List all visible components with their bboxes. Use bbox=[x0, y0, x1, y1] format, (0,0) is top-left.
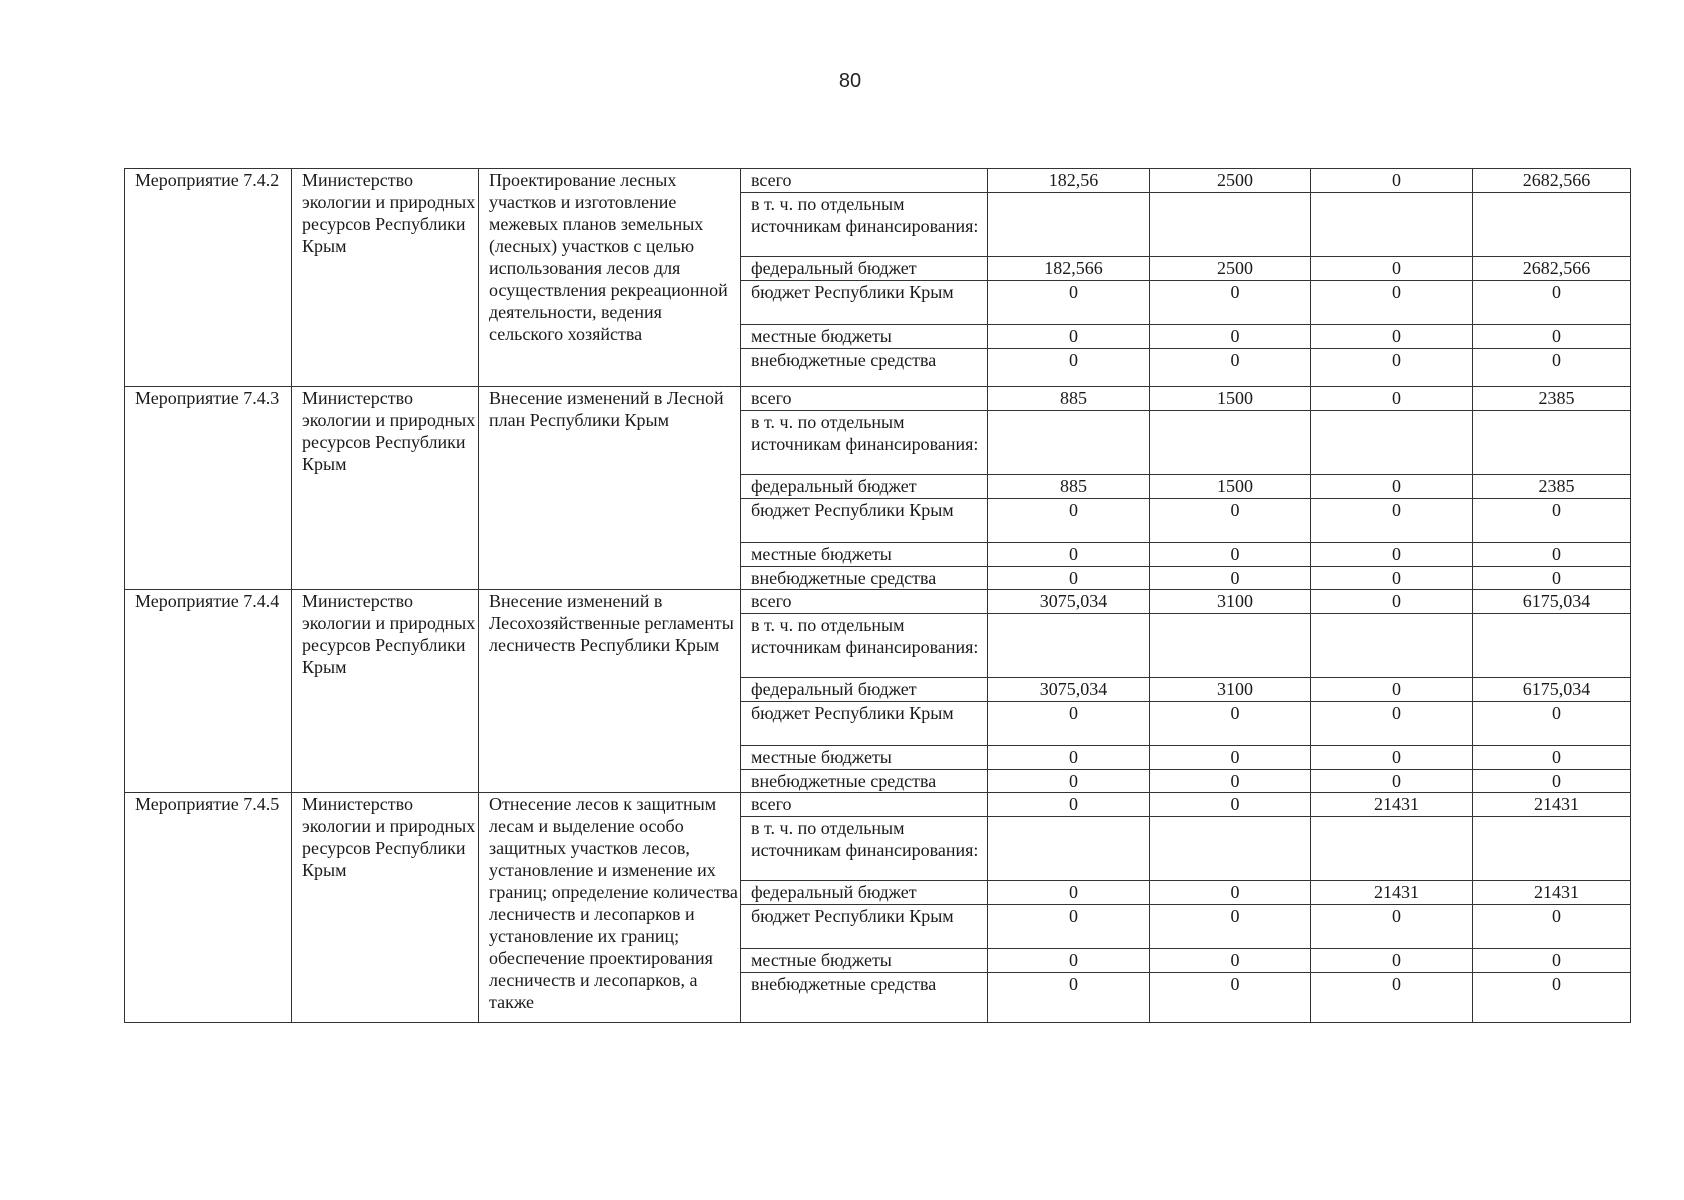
amount-cell: 6175,034 bbox=[1473, 590, 1631, 614]
amount-cell bbox=[988, 614, 1150, 678]
funding-source-label: бюджет Республики Крым bbox=[741, 281, 988, 325]
amount-cell bbox=[988, 193, 1150, 257]
amount-cell: 0 bbox=[1473, 702, 1631, 746]
funding-source-label: бюджет Республики Крым bbox=[741, 499, 988, 543]
amount-cell: 3100 bbox=[1150, 590, 1311, 614]
amount-cell: 0 bbox=[1311, 746, 1473, 770]
amount-cell: 0 bbox=[988, 499, 1150, 543]
amount-cell: 0 bbox=[1150, 325, 1311, 349]
amount-cell: 0 bbox=[1311, 567, 1473, 590]
amount-cell: 3075,034 bbox=[988, 590, 1150, 614]
amount-cell: 0 bbox=[1473, 746, 1631, 770]
amount-cell bbox=[1473, 817, 1631, 881]
amount-cell: 0 bbox=[1150, 281, 1311, 325]
amount-cell: 0 bbox=[988, 905, 1150, 949]
funding-source-label: в т. ч. по отдельным источникам финансирования: bbox=[741, 193, 988, 257]
amount-cell bbox=[1150, 193, 1311, 257]
funding-source-label: внебюджетные средства bbox=[741, 349, 988, 387]
amount-cell: 2500 bbox=[1150, 169, 1311, 193]
amount-cell: 0 bbox=[988, 746, 1150, 770]
amount-cell: 0 bbox=[1150, 905, 1311, 949]
amount-cell bbox=[1311, 411, 1473, 475]
funding-source-label: всего bbox=[741, 793, 988, 817]
amount-cell: 0 bbox=[1473, 567, 1631, 590]
amount-cell: 0 bbox=[1150, 746, 1311, 770]
funding-source-label: федеральный бюджет bbox=[741, 475, 988, 499]
financing-table bbox=[124, 168, 1631, 1023]
measure-code: Мероприятие 7.4.3 bbox=[125, 387, 292, 590]
amount-cell: 885 bbox=[988, 475, 1150, 499]
amount-cell: 0 bbox=[1150, 881, 1311, 905]
amount-cell: 0 bbox=[1150, 793, 1311, 817]
funding-source-label: в т. ч. по отдельным источникам финансирования: bbox=[741, 614, 988, 678]
amount-cell: 0 bbox=[1473, 543, 1631, 567]
amount-cell: 3075,034 bbox=[988, 678, 1150, 702]
amount-cell: 0 bbox=[988, 881, 1150, 905]
amount-cell: 3100 bbox=[1150, 678, 1311, 702]
amount-cell: 182,566 bbox=[988, 257, 1150, 281]
funding-source-label: федеральный бюджет bbox=[741, 678, 988, 702]
measure-executor: Министерство экологии и природных ресурсов Республики Крым bbox=[292, 169, 479, 387]
funding-source-label: местные бюджеты bbox=[741, 325, 988, 349]
amount-cell bbox=[1473, 193, 1631, 257]
amount-cell: 182,56 bbox=[988, 169, 1150, 193]
funding-source-label: в т. ч. по отдельным источникам финансирования: bbox=[741, 817, 988, 881]
amount-cell: 0 bbox=[1311, 475, 1473, 499]
measure-executor: Министерство экологии и природных ресурсов Республики Крым bbox=[292, 793, 479, 1023]
measure-executor: Министерство экологии и природных ресурсов Республики Крым bbox=[292, 387, 479, 590]
amount-cell: 0 bbox=[988, 702, 1150, 746]
amount-cell bbox=[1150, 817, 1311, 881]
amount-cell: 1500 bbox=[1150, 387, 1311, 411]
amount-cell: 0 bbox=[1311, 257, 1473, 281]
amount-cell bbox=[1311, 193, 1473, 257]
amount-cell: 1500 bbox=[1150, 475, 1311, 499]
measure-executor: Министерство экологии и природных ресурсов Республики Крым bbox=[292, 590, 479, 793]
amount-cell: 0 bbox=[988, 793, 1150, 817]
amount-cell: 0 bbox=[1473, 325, 1631, 349]
funding-source-label: федеральный бюджет bbox=[741, 257, 988, 281]
amount-cell: 0 bbox=[1473, 905, 1631, 949]
amount-cell: 0 bbox=[1311, 949, 1473, 973]
amount-cell: 0 bbox=[1150, 499, 1311, 543]
funding-source-label: местные бюджеты bbox=[741, 949, 988, 973]
funding-source-label: федеральный бюджет bbox=[741, 881, 988, 905]
amount-cell: 0 bbox=[1150, 349, 1311, 387]
amount-cell: 0 bbox=[1311, 169, 1473, 193]
funding-source-label: внебюджетные средства bbox=[741, 770, 988, 793]
amount-cell: 21431 bbox=[1473, 793, 1631, 817]
amount-cell bbox=[1150, 411, 1311, 475]
funding-source-label: бюджет Республики Крым bbox=[741, 702, 988, 746]
measure-code: Мероприятие 7.4.2 bbox=[125, 169, 292, 387]
funding-source-label: в т. ч. по отдельным источникам финансирования: bbox=[741, 411, 988, 475]
amount-cell: 0 bbox=[988, 543, 1150, 567]
measure-description: Проектирование лесных участков и изготовление межевых планов земельных (лесных) участков с целью использования лесов для осуществления рекреационной деятельности, ведения сельского хозяйства bbox=[479, 169, 741, 387]
funding-source-label: внебюджетные средства bbox=[741, 567, 988, 590]
amount-cell bbox=[1150, 614, 1311, 678]
table-row bbox=[125, 169, 1631, 193]
amount-cell: 0 bbox=[1311, 590, 1473, 614]
amount-cell: 885 bbox=[988, 387, 1150, 411]
amount-cell: 2682,566 bbox=[1473, 257, 1631, 281]
measure-code: Мероприятие 7.4.5 bbox=[125, 793, 292, 1023]
amount-cell bbox=[1473, 411, 1631, 475]
amount-cell: 0 bbox=[1311, 905, 1473, 949]
amount-cell: 0 bbox=[988, 973, 1150, 1023]
amount-cell: 0 bbox=[1311, 281, 1473, 325]
table-row bbox=[125, 793, 1631, 817]
amount-cell: 21431 bbox=[1311, 793, 1473, 817]
amount-cell: 0 bbox=[1150, 567, 1311, 590]
amount-cell: 0 bbox=[988, 325, 1150, 349]
funding-source-label: всего bbox=[741, 590, 988, 614]
amount-cell: 0 bbox=[988, 349, 1150, 387]
amount-cell: 2682,566 bbox=[1473, 169, 1631, 193]
amount-cell: 6175,034 bbox=[1473, 678, 1631, 702]
amount-cell: 0 bbox=[1311, 387, 1473, 411]
table-row bbox=[125, 387, 1631, 411]
funding-source-label: внебюджетные средства bbox=[741, 973, 988, 1023]
measure-description: Внесение изменений в Лесохозяйственные регламенты лесничеств Республики Крым bbox=[479, 590, 741, 793]
amount-cell: 0 bbox=[988, 567, 1150, 590]
amount-cell: 0 bbox=[1150, 770, 1311, 793]
amount-cell: 0 bbox=[1311, 770, 1473, 793]
funding-source-label: бюджет Республики Крым bbox=[741, 905, 988, 949]
amount-cell: 0 bbox=[1150, 949, 1311, 973]
amount-cell: 2500 bbox=[1150, 257, 1311, 281]
funding-source-label: местные бюджеты bbox=[741, 543, 988, 567]
amount-cell: 21431 bbox=[1311, 881, 1473, 905]
funding-source-label: всего bbox=[741, 387, 988, 411]
amount-cell: 0 bbox=[1311, 678, 1473, 702]
amount-cell: 0 bbox=[1473, 281, 1631, 325]
measure-description: Отнесение лесов к защитным лесам и выделение особо защитных участков лесов, установление и изменение их границ; определение количества лесничеств и лесопарков и установление их границ; обеспечение проектирования лесничеств и лесопарков, а также bbox=[479, 793, 741, 1023]
amount-cell bbox=[1311, 614, 1473, 678]
amount-cell: 2385 bbox=[1473, 475, 1631, 499]
amount-cell: 0 bbox=[1311, 973, 1473, 1023]
amount-cell: 0 bbox=[1473, 770, 1631, 793]
amount-cell: 0 bbox=[1150, 702, 1311, 746]
amount-cell: 0 bbox=[1473, 973, 1631, 1023]
page-number: 80 bbox=[838, 70, 862, 92]
amount-cell: 0 bbox=[1150, 973, 1311, 1023]
amount-cell: 0 bbox=[1311, 499, 1473, 543]
measure-code: Мероприятие 7.4.4 bbox=[125, 590, 292, 793]
funding-source-label: всего bbox=[741, 169, 988, 193]
amount-cell: 0 bbox=[1150, 543, 1311, 567]
amount-cell: 0 bbox=[1311, 325, 1473, 349]
amount-cell: 0 bbox=[1311, 543, 1473, 567]
amount-cell: 0 bbox=[1473, 499, 1631, 543]
amount-cell: 0 bbox=[1473, 349, 1631, 387]
amount-cell bbox=[1473, 614, 1631, 678]
funding-source-label: местные бюджеты bbox=[741, 746, 988, 770]
amount-cell: 0 bbox=[988, 949, 1150, 973]
amount-cell bbox=[988, 411, 1150, 475]
amount-cell: 2385 bbox=[1473, 387, 1631, 411]
measure-description: Внесение изменений в Лесной план Республики Крым bbox=[479, 387, 741, 590]
table-row bbox=[125, 590, 1631, 614]
amount-cell: 0 bbox=[988, 770, 1150, 793]
amount-cell: 0 bbox=[1311, 702, 1473, 746]
amount-cell: 21431 bbox=[1473, 881, 1631, 905]
amount-cell bbox=[1311, 817, 1473, 881]
amount-cell: 0 bbox=[988, 281, 1150, 325]
amount-cell: 0 bbox=[1473, 949, 1631, 973]
amount-cell: 0 bbox=[1311, 349, 1473, 387]
amount-cell bbox=[988, 817, 1150, 881]
